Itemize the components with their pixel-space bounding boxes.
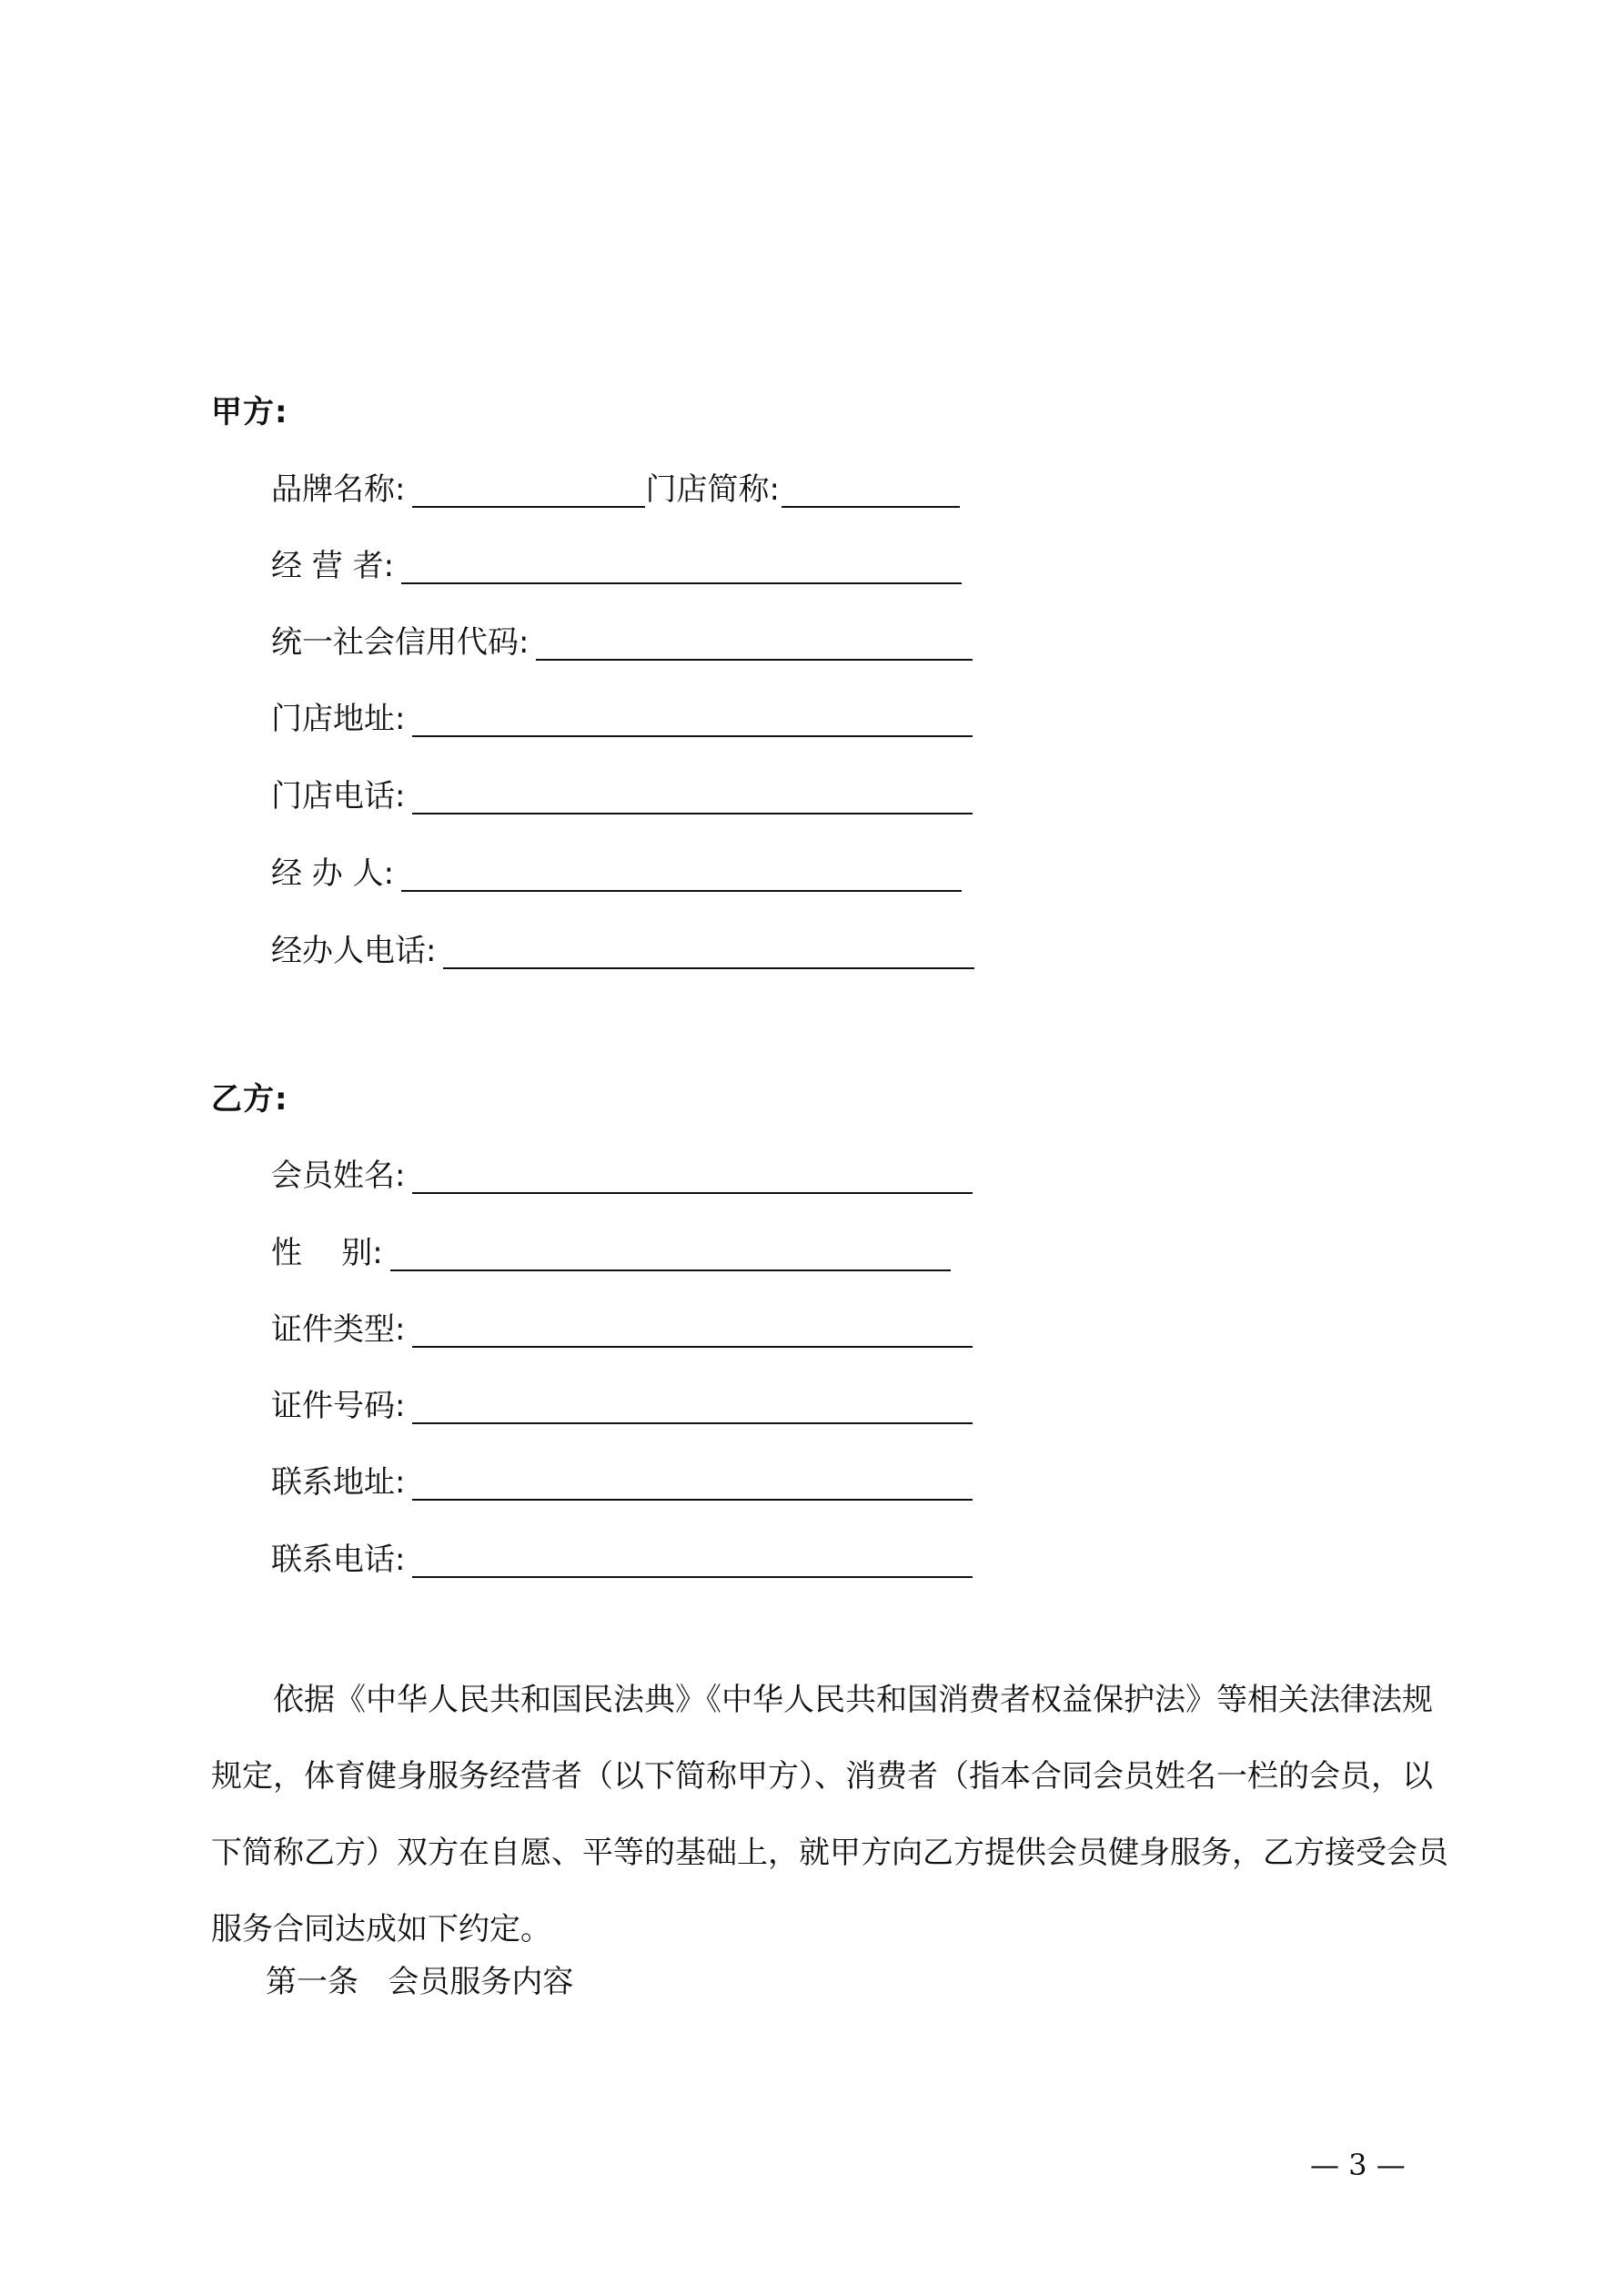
credit-code-label: 统一社会信用代码: — [271, 624, 530, 661]
store-address-row — [271, 692, 973, 737]
handler-phone-row — [271, 924, 974, 969]
contact-address-label: 联系地址: — [271, 1464, 406, 1501]
contact-phone-field[interactable] — [412, 1542, 973, 1578]
store-phone-field[interactable] — [412, 778, 973, 814]
id-type-field[interactable] — [412, 1311, 973, 1348]
preamble-line-2: 规定，体育健身服务经营者（以下简称甲方）、消费者（指本合同会员姓名一栏的会员，以 — [211, 1758, 1433, 1795]
contact-phone-label: 联系电话: — [271, 1542, 406, 1578]
id-number-label: 证件号码: — [271, 1388, 406, 1424]
operator-label: 经 营 者: — [271, 548, 395, 584]
id-type-row — [271, 1302, 973, 1348]
id-number-row — [271, 1379, 973, 1424]
page-number: — 3 — — [1310, 2148, 1406, 2182]
gender-field[interactable] — [390, 1235, 951, 1271]
gender-row — [271, 1226, 951, 1271]
store-address-label: 门店地址: — [271, 701, 406, 737]
brand-name-row — [271, 462, 960, 508]
credit-code-field[interactable] — [536, 624, 973, 661]
contact-phone-row — [271, 1532, 973, 1578]
preamble-line-1: 依据《中华人民共和国民法典》《中华人民共和国消费者权益保护法》等相关法律法规 — [273, 1682, 1433, 1718]
handler-phone-label: 经办人电话: — [271, 933, 437, 969]
preamble-line-4: 服务合同达成如下约定。 — [211, 1911, 551, 1947]
id-type-label: 证件类型: — [271, 1311, 406, 1348]
store-address-field[interactable] — [412, 701, 973, 737]
gender-label: 性 别: — [271, 1235, 383, 1271]
preamble-paragraph — [211, 1662, 1448, 1967]
member-name-field[interactable] — [412, 1158, 973, 1194]
store-short-name-label: 门店简称: — [645, 471, 780, 508]
handler-row — [271, 846, 962, 892]
party-b-heading: 乙方: — [211, 1081, 288, 1118]
party-a-heading: 甲方: — [211, 394, 288, 430]
member-name-label: 会员姓名: — [271, 1158, 406, 1194]
contact-address-field[interactable] — [412, 1464, 973, 1501]
credit-code-row — [271, 615, 973, 661]
handler-label: 经 办 人: — [271, 855, 395, 892]
contact-address-row — [271, 1455, 973, 1501]
store-phone-row — [271, 769, 973, 814]
brand-name-label: 品牌名称: — [271, 471, 406, 508]
store-short-name-field[interactable] — [782, 471, 960, 508]
member-name-row — [271, 1148, 973, 1194]
article-1-heading: 第一条 会员服务内容 — [266, 1964, 574, 2000]
id-number-field[interactable] — [412, 1388, 973, 1424]
preamble-line-3: 下简称乙方）双方在自愿、平等的基础上，就甲方向乙方提供会员健身服务，乙方接受会员 — [211, 1835, 1448, 1871]
store-phone-label: 门店电话: — [271, 778, 406, 814]
handler-phone-field[interactable] — [443, 933, 974, 969]
operator-field[interactable] — [401, 548, 962, 584]
operator-row — [271, 539, 962, 584]
handler-field[interactable] — [401, 855, 962, 892]
brand-name-field[interactable] — [412, 471, 645, 508]
